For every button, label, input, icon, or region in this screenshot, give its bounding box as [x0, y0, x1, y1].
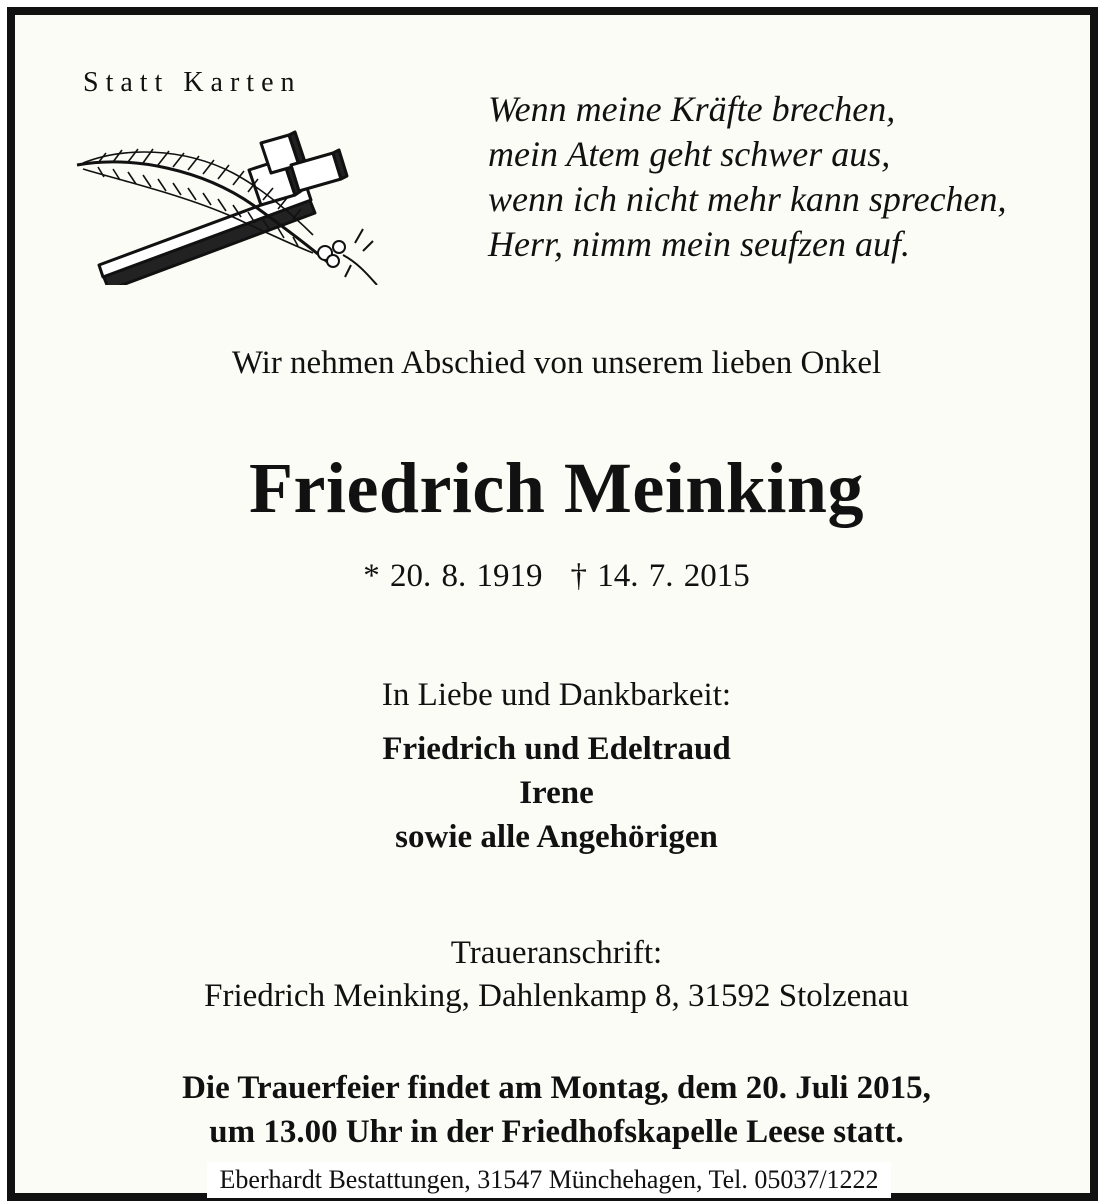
obituary-frame [7, 7, 1098, 1201]
deceased-name: Friedrich Meinking [249, 448, 864, 528]
mourning-address: Friedrich Meinking, Dahlenkamp 8, 31592 Stolzenau [204, 978, 909, 1014]
death-date: † 14. 7. 2015 [570, 558, 750, 594]
verse-line: wenn ich nicht mehr kann sprechen, [488, 179, 1007, 219]
verse [488, 87, 1078, 267]
family-member: sowie alle Angehörigen [395, 819, 718, 855]
statt-karten-label: Statt Karten [83, 67, 302, 98]
cross-with-palm-frond-icon [63, 125, 388, 285]
ceremony-line: Die Trauerfeier findet am Montag, dem 20. Juli 2015, [182, 1070, 931, 1106]
ceremony-line: um 13.00 Uhr in der Friedhofskapelle Leese statt. [209, 1114, 904, 1150]
family-member: Friedrich und Edeltraud [382, 731, 731, 767]
intro-text: Wir nehmen Abschied von unserem lieben Onkel [231, 345, 882, 381]
family-member: Irene [519, 775, 594, 811]
verse-line: mein Atem geht schwer aus, [488, 134, 891, 174]
ceremony-info [15, 1066, 1098, 1154]
family-list [15, 727, 1098, 859]
address-label: Traueranschrift: [450, 935, 663, 971]
header-left [53, 67, 383, 99]
verse-line: Wenn meine Kräfte brechen, [488, 89, 896, 129]
undertaker-footer [0, 1160, 1098, 1200]
verse-line: Herr, nimm mein seufzen auf. [488, 224, 910, 264]
thanks-line: In Liebe und Dankbarkeit: [381, 677, 732, 713]
footer-text: Eberhardt Bestattungen, 31547 Münchehagen, Tel. 05037/1222 [207, 1162, 890, 1198]
birth-date: * 20. 8. 1919 [363, 558, 543, 594]
life-dates [15, 558, 1098, 595]
